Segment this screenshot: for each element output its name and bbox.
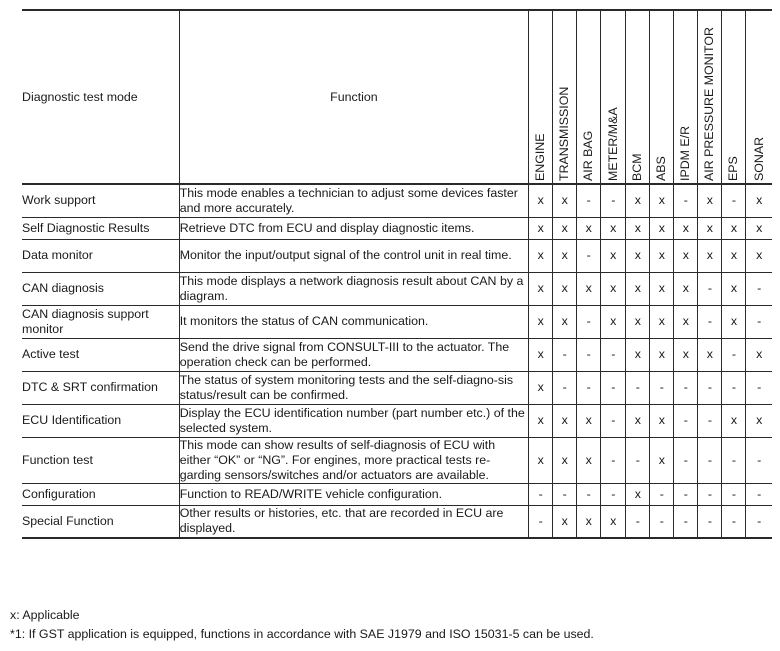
applicability-cell: - [553,371,577,404]
applicability-cell: x [529,305,553,338]
mode-cell: Special Function [22,505,179,538]
applicability-cell: x [746,239,772,272]
applicability-cell: x [553,437,577,483]
applicability-cell: x [601,305,626,338]
applicability-cell: x [553,239,577,272]
applicability-cell: x [650,437,674,483]
applicability-cell: x [601,217,626,239]
table-body [22,184,772,538]
table-row [22,272,772,305]
applicability-cell: x [698,239,722,272]
applicability-cell: - [553,338,577,371]
applicability-cell: x [746,184,772,217]
applicability-cell: - [722,184,746,217]
function-cell: Monitor the input/output signal of the control unit in real time. [179,239,528,272]
applicability-cell: x [553,272,577,305]
applicability-cell: - [722,371,746,404]
table-row [22,239,772,272]
applicability-cell: x [722,305,746,338]
applicability-cell: x [674,338,698,371]
applicability-cell: x [626,483,650,505]
applicability-cell: x [650,404,674,437]
applicability-cell: x [626,404,650,437]
function-cell: This mode enables a technician to adjust some devices faster and more accurately. [179,184,528,217]
mode-cell: DTC & SRT confirmation [22,371,179,404]
system-column-header [626,10,650,184]
applicability-cell: x [577,404,601,437]
applicability-cell: x [553,184,577,217]
applicability-cell: x [650,305,674,338]
applicability-cell: - [746,437,772,483]
mode-cell: ECU Identification [22,404,179,437]
system-column-label: METER/M&A [605,107,620,181]
applicability-cell: x [722,404,746,437]
system-column-header [577,10,601,184]
applicability-cell: - [698,272,722,305]
table-row [22,184,772,217]
mode-cell: Data monitor [22,239,179,272]
mode-cell: Function test [22,437,179,483]
table-row [22,338,772,371]
table-row [22,305,772,338]
applicability-cell: - [674,483,698,505]
applicability-cell: x [529,217,553,239]
mode-cell: Work support [22,184,179,217]
system-column-header [674,10,698,184]
applicability-cell: - [674,505,698,538]
table-row [22,371,772,404]
applicability-cell: x [674,272,698,305]
applicability-cell: - [674,184,698,217]
applicability-cell: - [674,437,698,483]
applicability-cell: x [529,437,553,483]
applicability-cell: - [601,371,626,404]
applicability-cell: - [626,505,650,538]
applicability-cell: - [746,483,772,505]
applicability-cell: x [626,184,650,217]
applicability-cell: - [529,483,553,505]
table-row [22,505,772,538]
mode-cell: CAN diagnosis support monitor [22,305,179,338]
diagnostic-mode-table [22,9,772,539]
applicability-cell: - [529,505,553,538]
applicability-cell: x [529,272,553,305]
applicability-cell: x [698,184,722,217]
mode-cell: Self Diagnostic Results [22,217,179,239]
applicability-cell: x [626,305,650,338]
applicability-cell: x [577,217,601,239]
applicability-cell: - [553,483,577,505]
applicability-cell: - [698,505,722,538]
applicability-cell: - [577,338,601,371]
applicability-cell: x [553,305,577,338]
applicability-cell: x [553,404,577,437]
applicability-cell: x [746,217,772,239]
applicability-cell: x [650,184,674,217]
mode-cell: CAN diagnosis [22,272,179,305]
function-cell: It monitors the status of CAN communication. [179,305,528,338]
applicability-cell: - [601,338,626,371]
applicability-cell: x [650,338,674,371]
applicability-cell: x [577,272,601,305]
table-row [22,404,772,437]
applicability-cell: x [698,217,722,239]
system-column-label: BCM [630,153,645,181]
system-column-label: IPDM E/R [678,125,693,181]
system-column-header [722,10,746,184]
applicability-cell: x [626,217,650,239]
mode-cell: Configuration [22,483,179,505]
function-cell: This mode displays a network diagnosis result about CAN by a diagram. [179,272,528,305]
system-column-header [601,10,626,184]
applicability-cell: - [577,305,601,338]
applicability-cell: - [746,371,772,404]
table-header-row [22,10,772,184]
applicability-cell: - [698,371,722,404]
applicability-cell: - [601,184,626,217]
applicability-cell: - [601,483,626,505]
applicability-cell: x [553,505,577,538]
function-cell: The status of system monitoring tests and the self-diagno-sis status/result can be confirmed. [179,371,528,404]
applicability-cell: - [650,505,674,538]
applicability-cell: - [577,239,601,272]
applicability-cell: x [746,404,772,437]
system-column-label: ABS [654,156,669,181]
applicability-cell: - [601,437,626,483]
applicability-cell: - [698,483,722,505]
applicability-cell: - [674,371,698,404]
applicability-cell: - [698,437,722,483]
applicability-cell: x [674,217,698,239]
applicability-cell: x [698,338,722,371]
mode-cell: Active test [22,338,179,371]
applicability-cell: x [577,437,601,483]
applicability-cell: - [577,184,601,217]
applicability-cell: x [626,272,650,305]
applicability-cell: x [529,338,553,371]
function-cell: Display the ECU identification number (part number etc.) of the selected system. [179,404,528,437]
applicability-cell: - [626,371,650,404]
system-column-header [650,10,674,184]
applicability-cell: - [746,505,772,538]
function-cell: Function to READ/WRITE vehicle configuration. [179,483,528,505]
applicability-cell: x [529,184,553,217]
applicability-cell: - [577,483,601,505]
applicability-cell: x [746,338,772,371]
applicability-cell: - [650,371,674,404]
applicability-cell: x [529,404,553,437]
applicability-cell: x [553,217,577,239]
system-column-header [553,10,577,184]
applicability-cell: - [722,505,746,538]
applicability-cell: - [722,483,746,505]
system-column-label: AIR BAG [581,130,596,181]
applicability-cell: - [722,338,746,371]
applicability-cell: x [601,239,626,272]
system-column-label: TRANSMISSION [557,86,572,181]
legend-note: x: Applicable [10,608,80,622]
applicability-cell: - [650,483,674,505]
footnote-1: *1: If GST application is equipped, functions in accordance with SAE J1979 and ISO 15031-5 can be used. [10,627,594,641]
system-column-label: ENGINE [533,133,548,181]
applicability-cell: x [601,272,626,305]
applicability-cell: x [674,305,698,338]
applicability-cell: - [746,272,772,305]
applicability-cell: - [698,305,722,338]
applicability-cell: - [601,404,626,437]
applicability-cell: - [577,371,601,404]
system-column-label: AIR PRESSURE MONITOR [702,27,717,181]
applicability-cell: - [746,305,772,338]
applicability-cell: x [722,272,746,305]
applicability-cell: x [529,371,553,404]
system-column-header [529,10,553,184]
table-row [22,437,772,483]
applicability-cell: x [674,239,698,272]
applicability-cell: x [577,505,601,538]
mode-column-header: Diagnostic test mode [22,10,179,184]
system-column-label: EPS [726,156,741,181]
applicability-cell: x [601,505,626,538]
applicability-cell: x [650,217,674,239]
function-cell: Send the drive signal from CONSULT-III to the actuator. The operation check can be performed. [179,338,528,371]
applicability-cell: x [650,239,674,272]
applicability-cell: - [698,404,722,437]
system-column-label: SONAR [751,136,766,181]
system-column-header [746,10,772,184]
system-column-header [698,10,722,184]
function-cell: This mode can show results of self-diagnosis of ECU with either “OK” or “NG”. For engines, more practical tests re-garding sensors/switches and/or actuators are available. [179,437,528,483]
applicability-cell: x [650,272,674,305]
applicability-cell: x [722,217,746,239]
applicability-cell: x [626,338,650,371]
table-row [22,217,772,239]
applicability-cell: x [529,239,553,272]
applicability-cell: x [722,239,746,272]
function-cell: Other results or histories, etc. that are recorded in ECU are displayed. [179,505,528,538]
applicability-cell: x [626,239,650,272]
applicability-cell: - [674,404,698,437]
applicability-cell: - [722,437,746,483]
function-cell: Retrieve DTC from ECU and display diagnostic items. [179,217,528,239]
applicability-cell: - [626,437,650,483]
table-row [22,483,772,505]
function-column-header: Function [179,10,528,184]
